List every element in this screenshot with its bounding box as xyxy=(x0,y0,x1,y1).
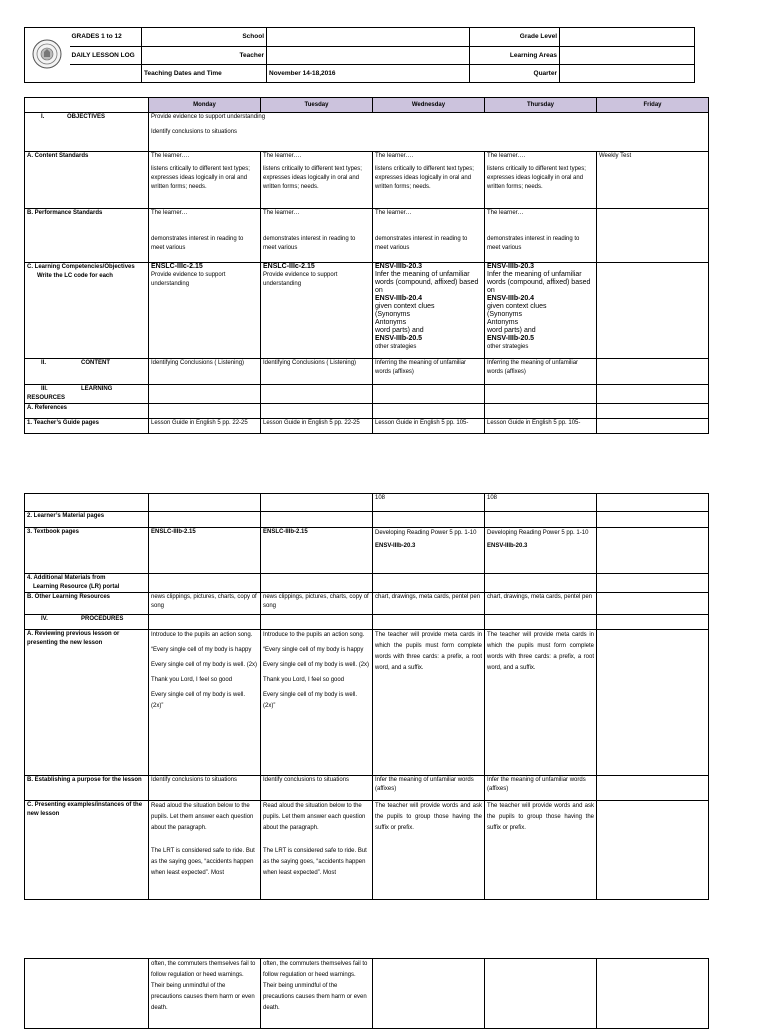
other-resources-tue: news clippings, pictures, charts, copy of song xyxy=(261,593,373,615)
procedures-label: IV. PROCEDURES xyxy=(25,615,149,630)
presenting-examples-label: C. Presenting examples/instances of the new lesson xyxy=(25,801,149,900)
reviewing-tue: Introduce to the pupils an action song. “Every single cell of my body is happy Every single cell of my body is well. (2x) Thank you Lord, I feel so good Every single cell of my body is well. (2x)” xyxy=(261,630,373,776)
teaching-dates-value: November 14-18,2016 xyxy=(269,69,336,77)
learning-resources-label: III. LEARNING RESOURCES xyxy=(25,385,149,404)
presenting-examples-mon-cont: often, the commuters themselves fail to follow regulation or heed warnings. Their being unmindful of the precautions causes them harm or even death. xyxy=(149,959,261,1029)
other-resources-wed: chart, drawings, meta cards, pentel pen xyxy=(373,593,485,615)
references-label: A. References xyxy=(25,404,149,419)
competencies-fri xyxy=(597,263,709,359)
school-label: School xyxy=(242,33,264,40)
content-standards-fri: Weekly Test xyxy=(597,152,709,209)
grade-level-value[interactable] xyxy=(560,28,695,47)
presenting-examples-thu: The teacher will provide words and ask the pupils to group those having the suffix or prefix. xyxy=(485,801,597,900)
presenting-examples-wed: The teacher will provide words and ask the pupils to group those having the suffix or prefix. xyxy=(373,801,485,900)
performance-standards-tue: The learner… demonstrates interest in reading to meet various xyxy=(261,209,373,263)
lesson-table-part1 xyxy=(24,97,709,434)
header-title-dll: DAILY LESSON LOG xyxy=(71,51,135,59)
presenting-examples-tue-cont: often, the commuters themselves fail to follow regulation or heed warnings. Their being unmindful of the precautions causes them harm or even death. xyxy=(261,959,373,1029)
textbook-tue: ENSLC-IIIb-2.15 xyxy=(261,528,373,574)
textbook-wed: Developing Reading Power 5 pp. 1-10 ENSV-IIIb-20.3 xyxy=(373,528,485,574)
competencies-wed: ENSV-IIIb-20.3 Infer the meaning of unfamiliar words (compound, affixed) based on ENSV-IIIb-20.4 given context clues (Synonyms Antonyms word parts) and ENSV-IIIb-20.5 other strategies xyxy=(373,263,485,359)
deped-seal-icon xyxy=(32,39,62,69)
objectives-text: Provide evidence to support understanding Identify conclusions to situations xyxy=(149,113,709,152)
quarter-label: Quarter xyxy=(533,69,557,77)
teachers-guide-wed-cont: 108 xyxy=(373,494,485,512)
reviewing-mon: Introduce to the pupils an action song. “Every single cell of my body is happy Every single cell of my body is well. (2x) Thank you Lord, I feel so good Every single cell of my body is well. (2x)” xyxy=(149,630,261,776)
other-resources-label: B. Other Learning Resources xyxy=(25,593,149,615)
performance-standards-wed: The learner… demonstrates interest in reading to meet various xyxy=(373,209,485,263)
content-tue: Identifying Conclusions ( Listening) xyxy=(261,359,373,385)
textbook-label: 3. Textbook pages xyxy=(25,528,149,574)
establishing-purpose-tue: Identify conclusions to situations xyxy=(261,776,373,801)
lesson-table-part2 xyxy=(24,493,709,900)
reviewing-wed: The teacher will provide meta cards in which the pupils must form complete words with three cards: a prefix, a root word, and a suffix. xyxy=(373,630,485,776)
additional-materials-label: 4. Additional Materials from Learning Resource (LR) portal xyxy=(25,574,149,593)
performance-standards-fri xyxy=(597,209,709,263)
content-fri xyxy=(597,359,709,385)
day-header-tuesday: Tuesday xyxy=(261,98,373,113)
content-standards-tue: The learner…. listens critically to different text types; expresses ideas logically in oral and written forms; needs. xyxy=(261,152,373,209)
teachers-guide-label: 1. Teacher’s Guide pages xyxy=(25,419,149,434)
teachers-guide-thu-cont: 108 xyxy=(485,494,597,512)
school-value[interactable] xyxy=(267,28,470,47)
establishing-purpose-wed: Infer the meaning of unfamiliar words (affixes) xyxy=(373,776,485,801)
teachers-guide-fri xyxy=(597,419,709,434)
establishing-purpose-thu: Infer the meaning of unfamiliar words (affixes) xyxy=(485,776,597,801)
header-title-grades: GRADES 1 to 12 xyxy=(71,33,122,40)
content-standards-thu: The learner…. listens critically to different text types; expresses ideas logically in oral and written forms; needs. xyxy=(485,152,597,209)
performance-standards-label: B. Performance Standards xyxy=(25,209,149,263)
reviewing-label: A. Reviewing previous lesson or presenting the new lesson xyxy=(25,630,149,776)
teacher-value[interactable] xyxy=(267,47,470,65)
competencies-thu: ENSV-IIIb-20.3 Infer the meaning of unfamiliar words (compound, affixed) based on ENSV-IIIb-20.4 given context clues (Synonyms Antonyms word parts) and ENSV-IIIb-20.5 other strategies xyxy=(485,263,597,359)
presenting-examples-mon: Read aloud the situation below to the pupils. Let them answer each question about the paragraph. The LRT is considered safe to ride. But as the saying goes, “accidents happen when least expected”. Most xyxy=(149,801,261,900)
learning-areas-label: Learning Areas xyxy=(509,51,557,59)
content-mon: Identifying Conclusions ( Listening) xyxy=(149,359,261,385)
content-standards-wed: The learner…. listens critically to different text types; expresses ideas logically in oral and written forms; needs. xyxy=(373,152,485,209)
textbook-mon: ENSLC-IIIb-2.15 xyxy=(149,528,261,574)
other-resources-thu: chart, drawings, meta cards, pentel pen xyxy=(485,593,597,615)
performance-standards-thu: The learner… demonstrates interest in reading to meet various xyxy=(485,209,597,263)
teachers-guide-wed: Lesson Guide in English 5 pp. 105- xyxy=(373,419,485,434)
presenting-examples-tue: Read aloud the situation below to the pupils. Let them answer each question about the paragraph. The LRT is considered safe to ride. But as the saying goes, “accidents happen when least expected”. Most xyxy=(261,801,373,900)
lesson-table-part3 xyxy=(24,958,709,1029)
learners-material-label: 2. Learner’s Material pages xyxy=(25,512,149,528)
other-resources-mon: news clippings, pictures, charts, copy of song xyxy=(149,593,261,615)
establishing-purpose-label: B. Establishing a purpose for the lesson xyxy=(25,776,149,801)
teaching-dates-label: Teaching Dates and Time xyxy=(144,69,222,77)
header-table xyxy=(24,27,695,83)
day-header-wednesday: Wednesday xyxy=(373,98,485,113)
day-header-friday: Friday xyxy=(597,98,709,113)
competencies-tue: ENSLC-IIIc-2.15 Provide evidence to support understanding xyxy=(261,263,373,359)
day-header-monday: Monday xyxy=(149,98,261,113)
teachers-guide-thu: Lesson Guide in English 5 pp. 105- xyxy=(485,419,597,434)
content-wed: Inferring the meaning of unfamiliar words (affixes) xyxy=(373,359,485,385)
content-thu: Inferring the meaning of unfamiliar words (affixes) xyxy=(485,359,597,385)
textbook-thu: Developing Reading Power 5 pp. 1-10 ENSV-IIIb-20.3 xyxy=(485,528,597,574)
day-header-thursday: Thursday xyxy=(485,98,597,113)
objectives-label: I. OBJECTIVES xyxy=(25,113,149,152)
quarter-value[interactable] xyxy=(560,65,695,83)
reviewing-thu: The teacher will provide meta cards in which the pupils must form complete words with three cards: a prefix, a root word, and a suffix. xyxy=(485,630,597,776)
teachers-guide-mon: Lesson Guide in English 5 pp. 22-25 xyxy=(149,419,261,434)
competencies-label: C. Learning Competencies/Objectives Write the LC code for each xyxy=(25,263,149,359)
teachers-guide-tue: Lesson Guide in English 5 pp. 22-25 xyxy=(261,419,373,434)
competencies-mon: ENSLC-IIIc-2.15 Provide evidence to support understanding xyxy=(149,263,261,359)
content-standards-label: A. Content Standards xyxy=(25,152,149,209)
content-label: II. CONTENT xyxy=(25,359,149,385)
content-standards-mon: The learner…. listens critically to different text types; expresses ideas logically in oral and written forms; needs. xyxy=(149,152,261,209)
teacher-label: Teacher xyxy=(239,51,264,59)
establishing-purpose-mon: Identify conclusions to situations xyxy=(149,776,261,801)
learning-areas-value[interactable] xyxy=(560,47,695,65)
performance-standards-mon: The learner… demonstrates interest in reading to meet various xyxy=(149,209,261,263)
grade-level-label: Grade Level xyxy=(519,33,557,40)
logo-cell xyxy=(25,28,70,83)
